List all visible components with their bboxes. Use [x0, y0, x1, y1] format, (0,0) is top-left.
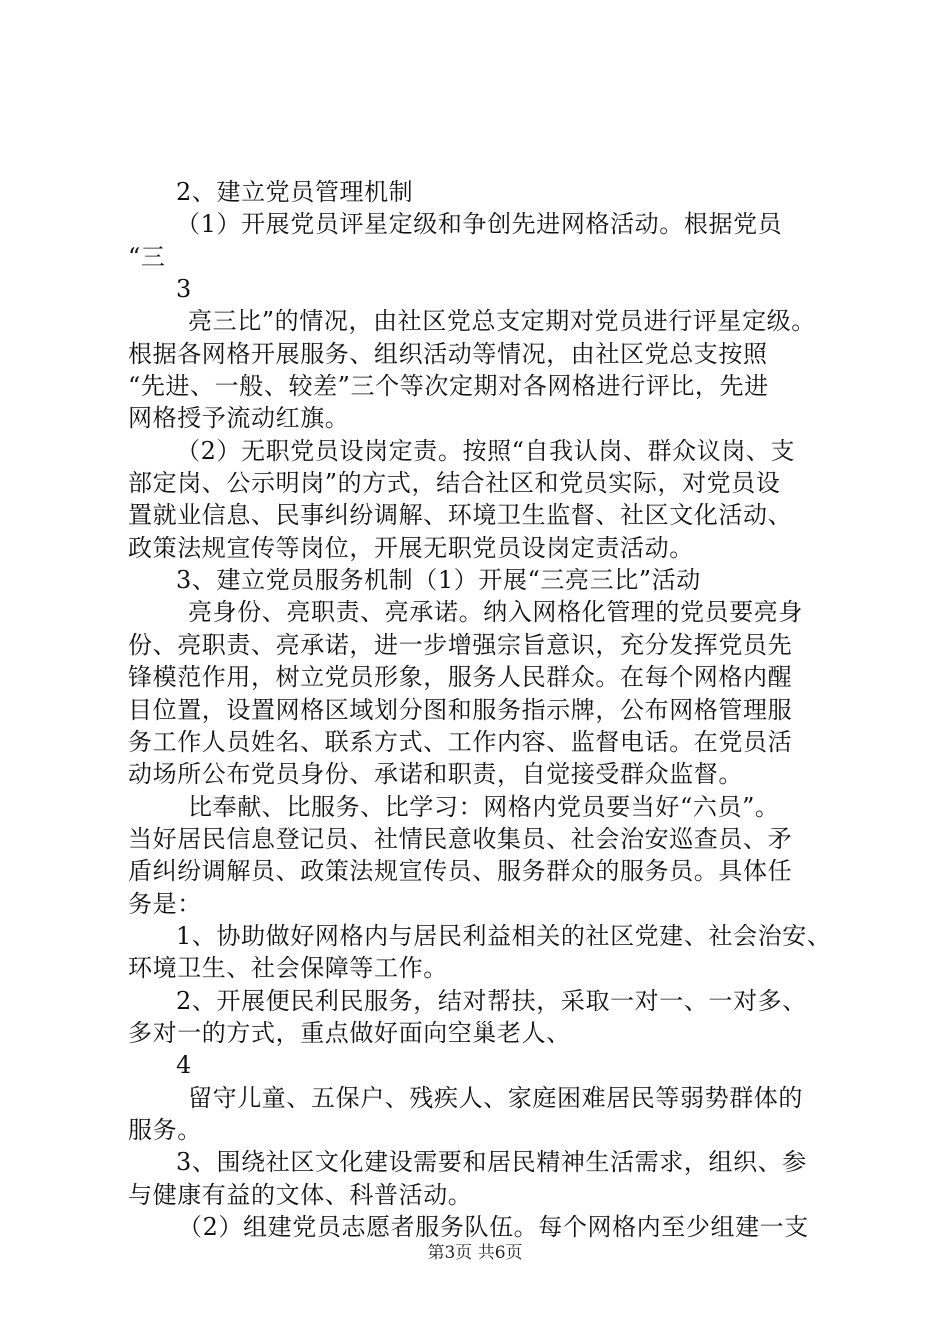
paragraph-line: 锋模范作用，树立党员形象，服务人民群众。在每个网格内醒 [128, 663, 793, 692]
section-heading: 2、建立党员管理机制 [176, 178, 414, 206]
paragraph-line: 留守儿童、五保户、残疾人、家庭困难居民等弱势群体的 [188, 1083, 803, 1112]
paragraph-line: 务是： [128, 889, 202, 918]
paragraph-line: 目位置，设置网格区域划分图和服务指示牌，公布网格管理服 [128, 695, 793, 724]
paragraph-line: 与健康有益的文体、科普活动。 [128, 1180, 473, 1209]
paragraph-line: “先进、一般、较差”三个等次定期对各网格进行评比，先进 [128, 372, 769, 401]
paragraph-line: “三 [128, 242, 166, 271]
paragraph-line: 亮三比”的情况，由社区党总支定期对党员进行评星定级。 [188, 307, 816, 336]
paragraph-line: 动场所公布党员身份、承诺和职责，自觉接受群众监督。 [128, 760, 743, 789]
paragraph-line: 置就业信息、民事纠纷调解、环境卫生监督、社区文化活动、 [128, 501, 793, 530]
paragraph-line: （2）组建党员志愿者服务队伍。每个网格内至少组建一支 [178, 1213, 809, 1241]
paragraph-line: 2、开展便民利民服务，结对帮扶，采取一对一、一对多、 [176, 986, 807, 1015]
paragraph-line: 3、围绕社区文化建设需要和居民精神生活需求，组织、参 [176, 1148, 807, 1177]
paragraph-line: 环境卫生、社会保障等工作。 [128, 954, 448, 983]
paragraph-line: 服务。 [128, 1115, 202, 1144]
paragraph-line: 1、协助做好网格内与居民利益相关的社区党建、社会治安、 [176, 921, 832, 950]
paragraph-line: 多对一的方式，重点做好面向空巢老人、 [128, 1018, 571, 1047]
paragraph-line: 务工作人员姓名、联系方式、工作内容、监督电话。在党员活 [128, 727, 793, 756]
paragraph-line: 比奉献、比服务、比学习：网格内党员要当好“六员”。 [188, 792, 780, 821]
paragraph-line: 网格授予流动红旗。 [128, 404, 350, 433]
paragraph-line: 根据各网格开展服务、组织活动等情况，由社区党总支按照 [128, 339, 768, 368]
paragraph-line: （2）无职党员设岗定责。按照“自我认岗、群众议岗、支 [176, 436, 796, 465]
paragraph-line: 政策法规宣传等岗位，开展无职党员设岗定责活动。 [128, 533, 694, 562]
paragraph-line: （1）开展党员评星定级和争创先进网格活动。根据党员 [176, 210, 783, 239]
paragraph-line: 亮身份、亮职责、亮承诺。纳入网格化管理的党员要亮身 [188, 598, 803, 627]
paragraph-line: 份、亮职责、亮承诺，进一步增强宗旨意识，充分发挥党员先 [128, 630, 793, 659]
page-footer: 第3页 共6页 [427, 1243, 523, 1263]
document-body [128, 176, 848, 1243]
paragraph-line: 部定岗、公示明岗”的方式，结合社区和党员实际，对党员设 [128, 469, 781, 498]
paragraph-line: 当好居民信息登记员、社情民意收集员、社会治安巡查员、矛 [128, 824, 793, 853]
page-number-marker: 4 [176, 1051, 192, 1080]
paragraph-line: 盾纠纷调解员、政策法规宣传员、服务群众的服务员。具体任 [128, 857, 793, 886]
section-heading: 3、建立党员服务机制（1）开展“三亮三比”活动 [176, 566, 701, 595]
page-number-marker: 3 [176, 275, 192, 304]
